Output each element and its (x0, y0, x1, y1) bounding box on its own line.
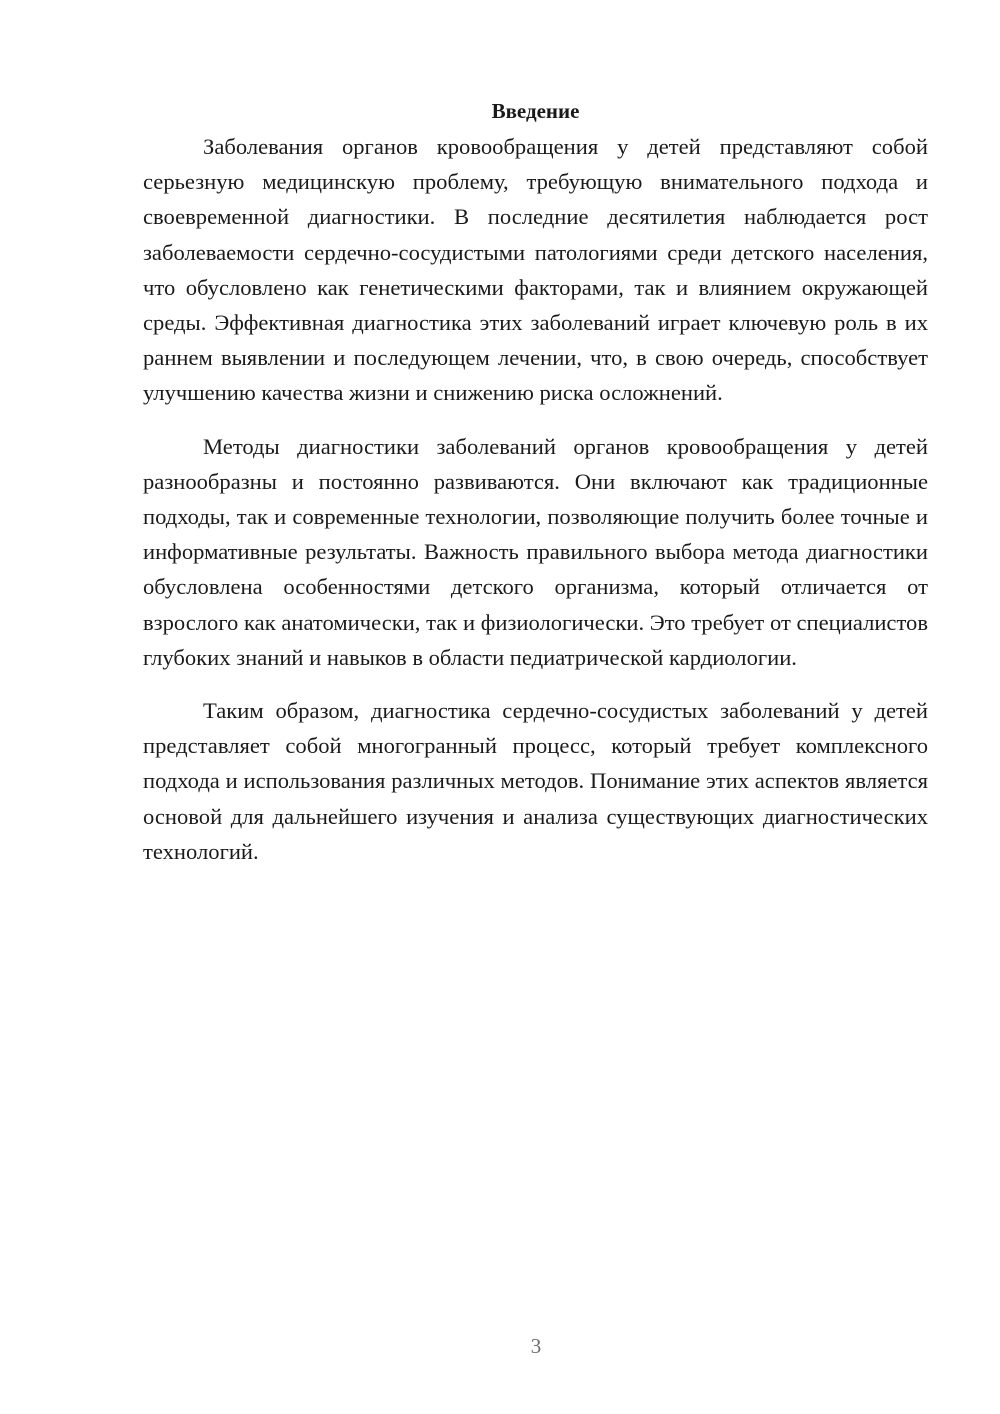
section-heading: Введение (491, 99, 580, 123)
paragraph-1: Заболевания органов кровообращения у детей представляют собой серьезную медицинскую проблему, требующую внимательного подхода и своевременной диагностики. В последние десятилетия наблюдается рост заболеваемости сердечно-сосудистыми патологиями среди детского населения, что обусловлено как генетическими факторами, так и влиянием окружающей среды. Эффективная диагностика этих заболеваний играет ключевую роль в их раннем выявлении и последующем лечении, что, в свою очередь, способствует улучшению качества жизни и снижению риска осложнений. (143, 134, 928, 406)
paragraph-3: Таким образом, диагностика сердечно-сосудистых заболеваний у детей представляет собой многогранный процесс, который требует комплексного подхода и использования различных методов. Понимание этих аспектов является основой для дальнейшего изучения и анализа существующих диагностических технологий. (143, 698, 928, 864)
page-number: 3 (530, 1334, 542, 1358)
paragraph-2: Методы диагностики заболеваний органов кровообращения у детей разнообразны и постоянно развиваются. Они включают как традиционные подходы, так и современные технологии, позволяющие получить более точные и информативные результаты. Важность правильного выбора метода диагностики обусловлена особенностями детского организма, который отличается от взрослого как анатомически, так и физиологически. Это требует от специалистов глубоких знаний и навыков в области педиатрической кардиологии. (143, 433, 928, 670)
page-content (143, 94, 928, 869)
